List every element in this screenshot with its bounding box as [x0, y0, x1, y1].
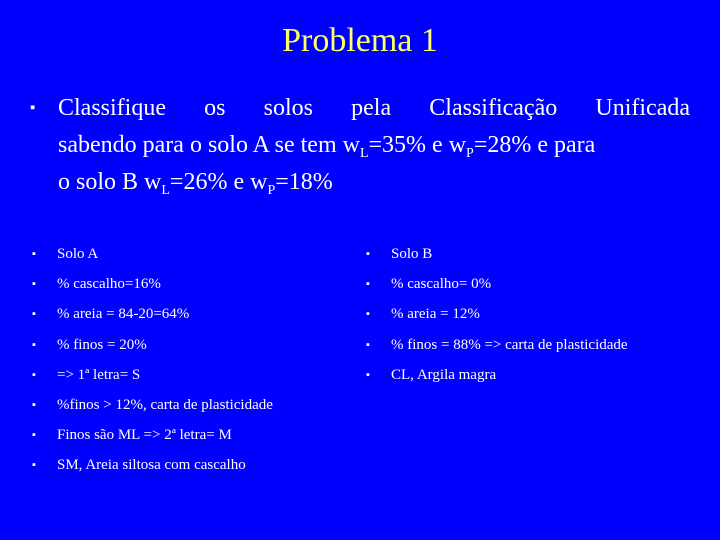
- subscript-p: P: [267, 183, 276, 198]
- bullet-marker: ▪: [366, 368, 370, 381]
- subscript-l: L: [359, 146, 369, 161]
- bullet-marker: ▪: [32, 368, 36, 381]
- bullet-marker: ▪: [366, 248, 370, 260]
- main-line-3: [58, 164, 690, 201]
- main-line-2: [58, 127, 690, 164]
- main-line-1: Classifique os solos pela Classificação Unificada: [58, 95, 690, 121]
- list-item-text: Finos são ML => 2ª letra= M: [57, 427, 232, 444]
- bullet-marker: ▪: [32, 398, 36, 411]
- subscript-p: P: [466, 146, 474, 161]
- list-item-text: % finos = 20%: [57, 336, 147, 353]
- main-line-2-part: =35% e w: [368, 132, 467, 158]
- list-item-text: %finos > 12%, carta de plasticidade: [57, 396, 273, 413]
- main-bullet-text: [58, 90, 690, 201]
- main-line-3-part: o solo B w: [58, 169, 162, 195]
- bullet-marker: ▪: [32, 459, 36, 472]
- subscript-l: L: [161, 183, 170, 198]
- bullet-marker: ▪: [366, 338, 370, 351]
- list-item-text: SM, Areia siltosa com cascalho: [57, 457, 246, 474]
- list-item-text: Solo B: [391, 246, 433, 262]
- list-item-text: => 1ª letra= S: [57, 366, 141, 383]
- bullet-marker: ▪: [32, 278, 36, 291]
- bullet-marker: ▪: [30, 100, 36, 116]
- bullet-marker: ▪: [366, 278, 370, 291]
- list-item-text: % areia = 84-20=64%: [57, 306, 190, 323]
- bullet-marker: ▪: [366, 308, 370, 321]
- main-line-3-part: =18%: [275, 169, 333, 195]
- bullet-marker: ▪: [32, 429, 36, 442]
- main-line-2-part: =28% e para: [473, 132, 596, 158]
- main-line-3-part: =26% e w: [169, 169, 268, 195]
- main-line-2-part: sabendo para o solo A se tem w: [58, 132, 360, 158]
- list-item-text: % cascalho= 0%: [391, 276, 492, 293]
- list-item-text: % cascalho=16%: [57, 276, 161, 293]
- list-item-text: Solo A: [57, 246, 99, 262]
- bullet-marker: ▪: [32, 308, 36, 321]
- slide-title: Problema 1: [282, 22, 438, 59]
- list-item-text: % finos = 88% => carta de plasticidade: [391, 336, 628, 353]
- list-item-text: CL, Argila magra: [391, 366, 497, 383]
- list-item-text: % areia = 12%: [391, 306, 480, 323]
- bullet-marker: ▪: [32, 248, 36, 260]
- bullet-marker: ▪: [32, 338, 36, 351]
